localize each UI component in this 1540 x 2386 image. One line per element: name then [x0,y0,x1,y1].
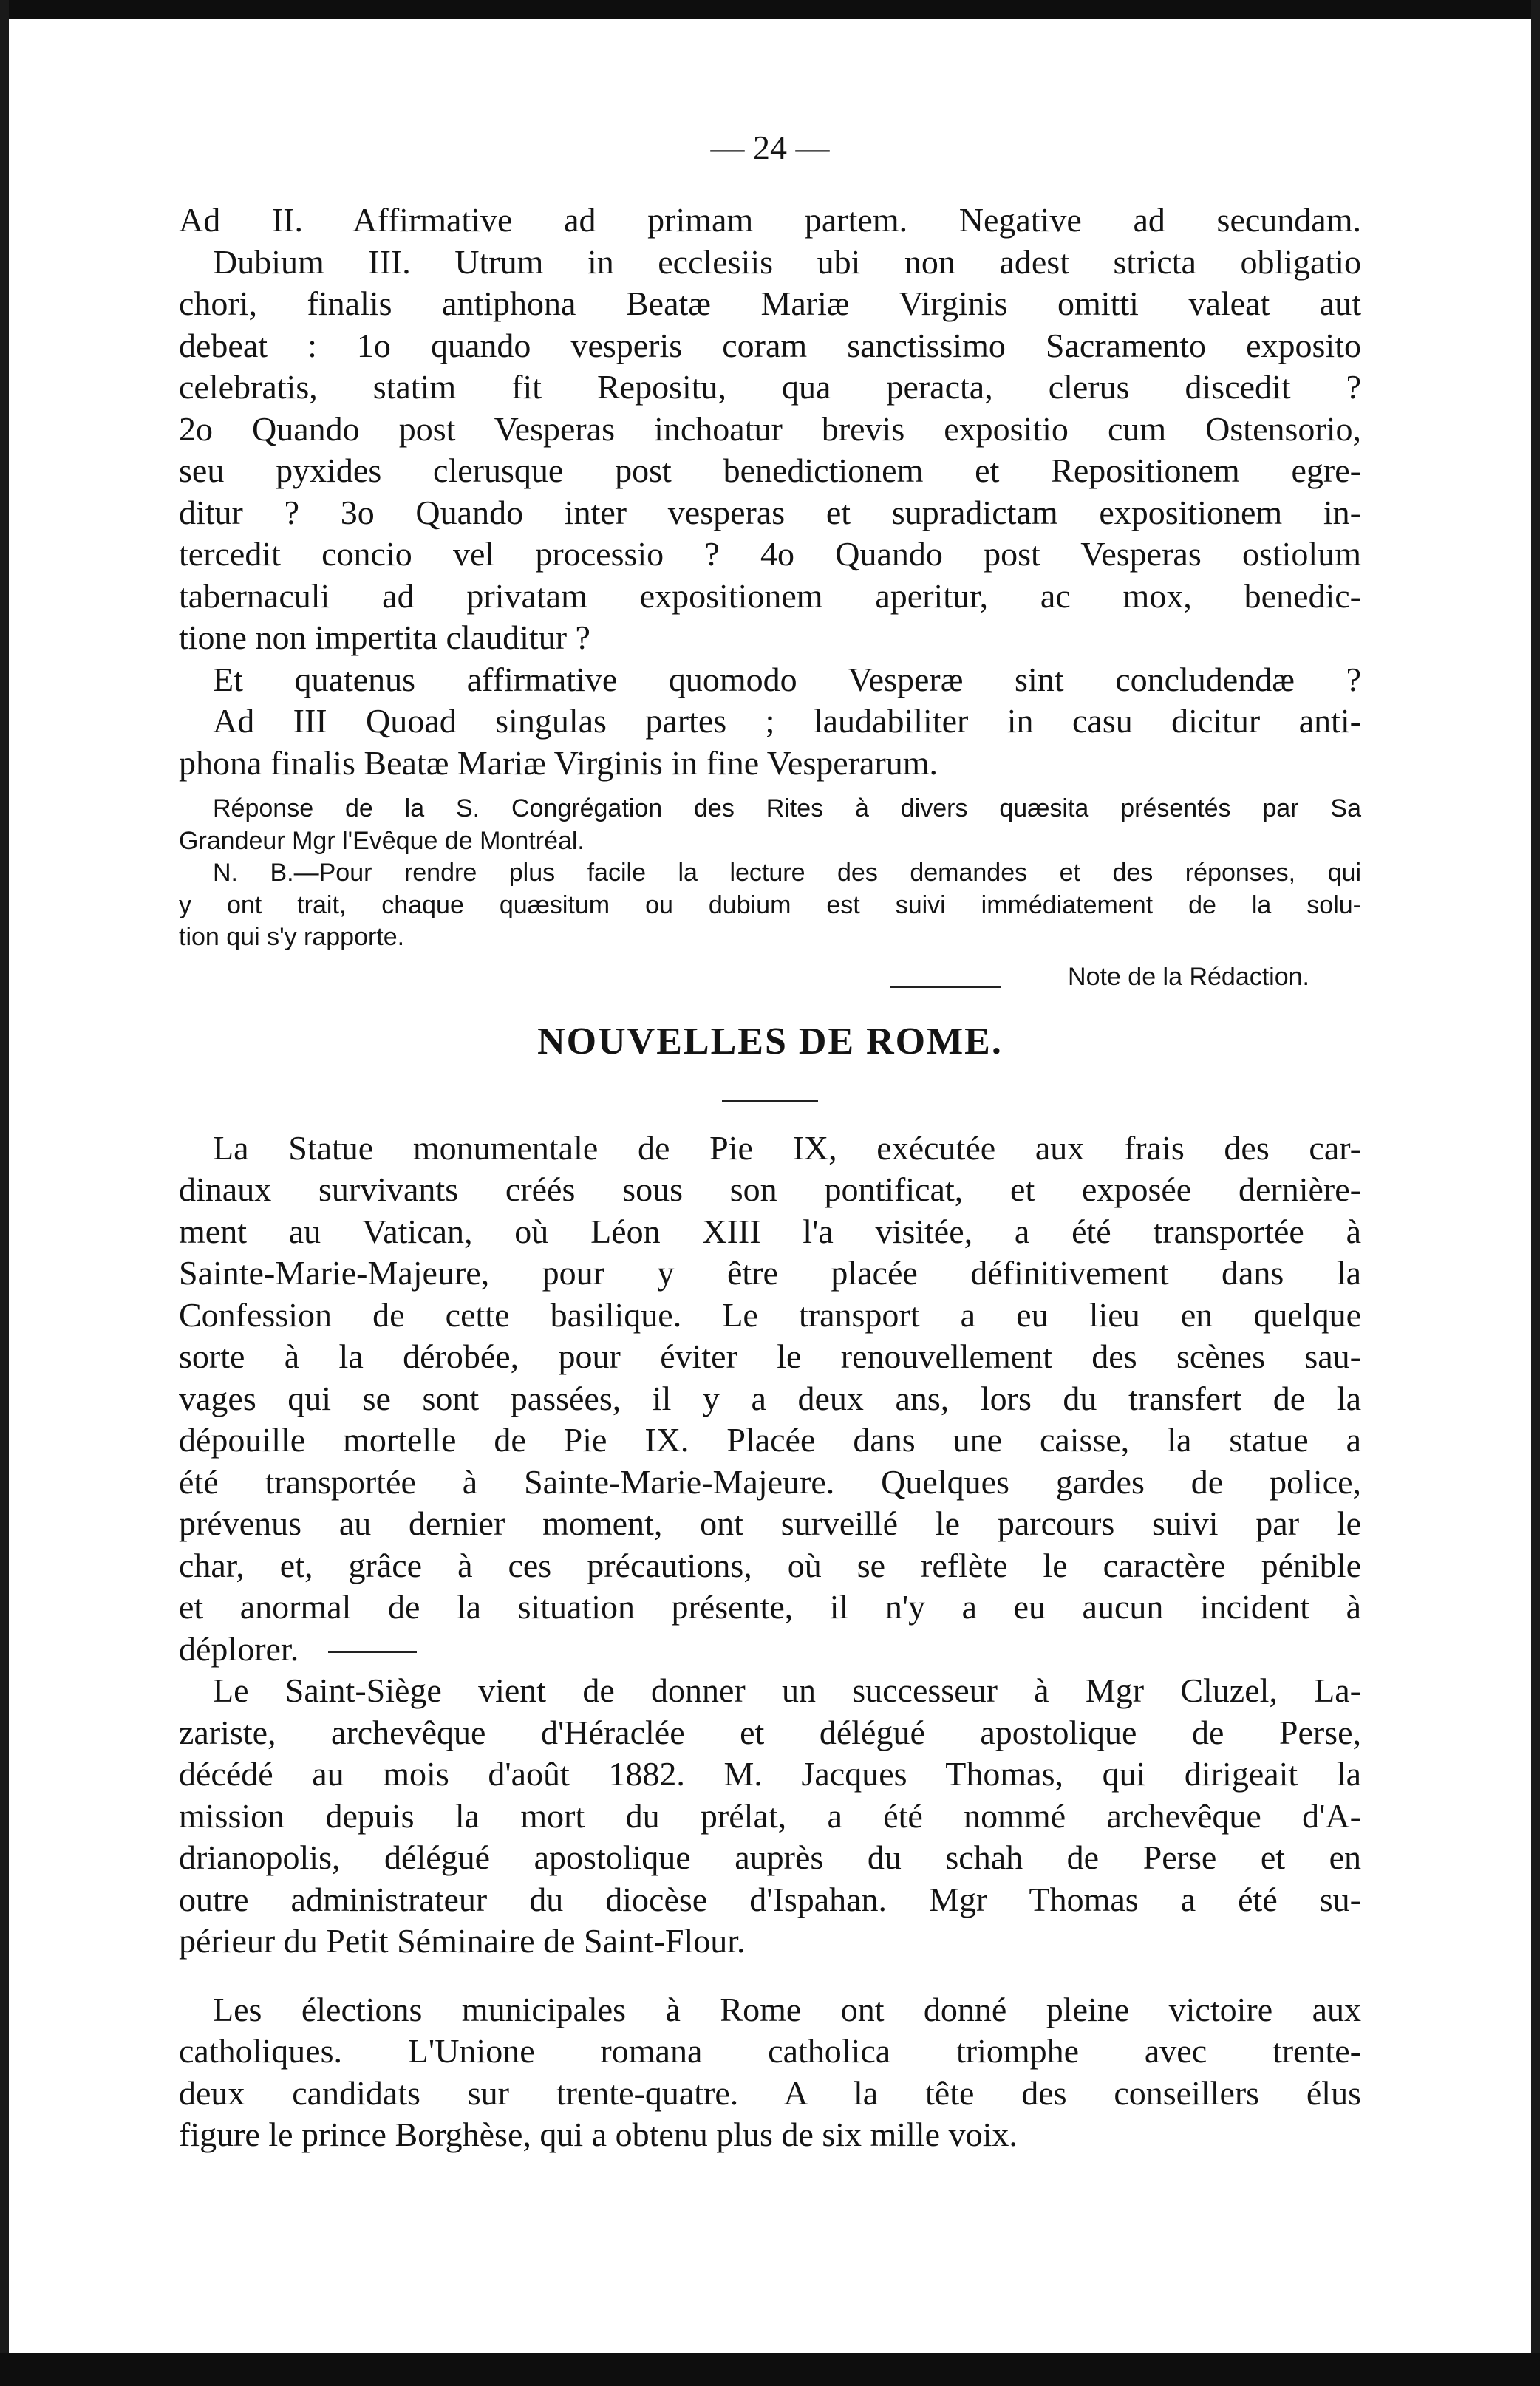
page-number: — 24 — [710,129,830,166]
document-page [179,126,1361,2156]
text-line: Confession de cette basilique. Le transport a eu lieu en quelque [179,1295,1361,1334]
text-line: tione non impertita clauditur ? [179,618,590,656]
dubium-section [179,200,1361,784]
text-line: La Statue monumentale de Pie IX, exécutée aux frais des car- [213,1128,1361,1167]
text-line: sorte à la dérobée, pour éviter le renouvellement des scènes sau- [179,1337,1361,1375]
paragraph-gap [179,1963,1361,1989]
text-line: ditur ? 3o Quando inter vesperas et supradictam expositionem in- [179,493,1361,531]
heading-divider [722,1100,818,1102]
scan-border-left [0,0,9,2386]
paragraph-cluzel [179,1670,1361,1963]
text-line: Les élections municipales à Rome ont donné pleine victoire aux [213,1990,1361,2028]
text-line: chori, finalis antiphona Beatæ Mariæ Virginis omitti valeat aut [179,284,1361,322]
text-line: figure le prince Borghèse, qui a obtenu plus de six mille voix. [179,2116,1018,2153]
text-line: et anormal de la situation présente, il n'y a eu aucun incident à [179,1588,1361,1626]
text-line: 2o Quando post Vesperas inchoatur brevis expositio cum Ostensorio, [179,409,1361,448]
text-line: phona finalis Beatæ Mariæ Virginis in fine Vesperarum. [179,743,938,782]
note-line: y ont trait, chaque quæsitum ou dubium est suivi immédiatement de la solu- [179,890,1361,919]
text-line: seu pyxides clerusque post benedictionem et Repositionem egre- [179,451,1361,489]
text-line: Ad II. Affirmative ad primam partem. Negative ad secundam. [179,201,1361,239]
text-line: prévenus au dernier moment, ont surveillé le parcours suivi par le [179,1504,1361,1542]
text-line: char, et, grâce à ces précautions, où se reflète le caractère pénible [179,1546,1361,1584]
text-line: décédé au mois d'août 1882. M. Jacques Thomas, qui dirigeait la [179,1755,1361,1793]
text-line: tercedit concio vel processio ? 4o Quando post Vesperas ostiolum [179,535,1361,573]
text-line: dinaux survivants créés sous son pontificat, et exposée dernière- [179,1170,1361,1208]
text-line: Dubium III. Utrum in ecclesiis ubi non adest stricta obligatio [213,242,1361,281]
text-line: celebratis, statim fit Repositu, qua peracta, clerus discedit ? [179,368,1361,406]
note-line: N. B.—Pour rendre plus facile la lecture des demandes et des réponses, qui [213,859,1361,887]
text-line: mission depuis la mort du prélat, a été nommé archevêque d'A- [179,1796,1361,1835]
note-line: Réponse de la S. Congrégation des Rites à divers quæsita présentés par Sa [213,794,1361,822]
note-signature: Note de la Rédaction. [1068,962,1309,991]
note-signature-row [179,955,1361,993]
text-line: deux candidats sur trente-quatre. A la tête des conseillers élus [179,2073,1361,2112]
text-line: Ad III Quoad singulas partes ; laudabiliter in casu dicitur anti- [213,702,1361,740]
text-line: ment au Vatican, où Léon XIII l'a visitée, a été transportée à [179,1212,1361,1250]
scan-border-right [1531,0,1540,2386]
text-line: outre administrateur du diocèse d'Ispahan. Mgr Thomas a été su- [179,1880,1361,1918]
note-line: tion qui s'y rapporte. [179,923,405,951]
scan-border-top [0,0,1540,19]
text-line: périeur du Petit Séminaire de Saint-Flour. [179,1922,746,1960]
paragraph-statue [179,1128,1361,1671]
text-line: catholiques. L'Unione romana catholica triomphe avec trente- [179,2032,1361,2070]
text-line: drianopolis, délégué apostolique auprès du schah de Perse et en [179,1838,1361,1876]
text-line: été transportée à Sainte-Marie-Majeure. Quelques gardes de police, [179,1462,1361,1501]
text-line: Sainte-Marie-Majeure, pour y être placée définitivement dans la [179,1254,1361,1292]
note-line: Grandeur Mgr l'Evêque de Montréal. [179,826,585,855]
text-line: dépouille mortelle de Pie IX. Placée dans une caisse, la statue a [179,1421,1361,1459]
text-line: tabernaculi ad privatam expositionem aperitur, ac mox, benedic- [179,576,1361,615]
scan-border-bottom [0,2353,1540,2386]
text-line: Le Saint-Siège vient de donner un successeur à Mgr Cluzel, La- [213,1671,1361,1709]
section-heading: NOUVELLES DE ROME. [537,1020,1003,1063]
text-line: zariste, archevêque d'Héraclée et délégué apostolique de Perse, [179,1713,1361,1751]
text-line: debeat : 1o quando vesperis coram sanctissimo Sacramento exposito [179,326,1361,364]
reponse-note [179,793,1361,993]
text-line: Et quatenus affirmative quomodo Vesperæ sint concludendæ ? [213,660,1361,698]
paragraph-divider [328,1651,417,1653]
note-divider [890,986,1001,988]
paragraph-elections [179,1989,1361,2156]
text-line [179,1629,1361,1671]
text-line: vages qui se sont passées, il y a deux ans, lors du transfert de la [179,1379,1361,1417]
text-line-end: déplorer. [179,1629,299,1668]
